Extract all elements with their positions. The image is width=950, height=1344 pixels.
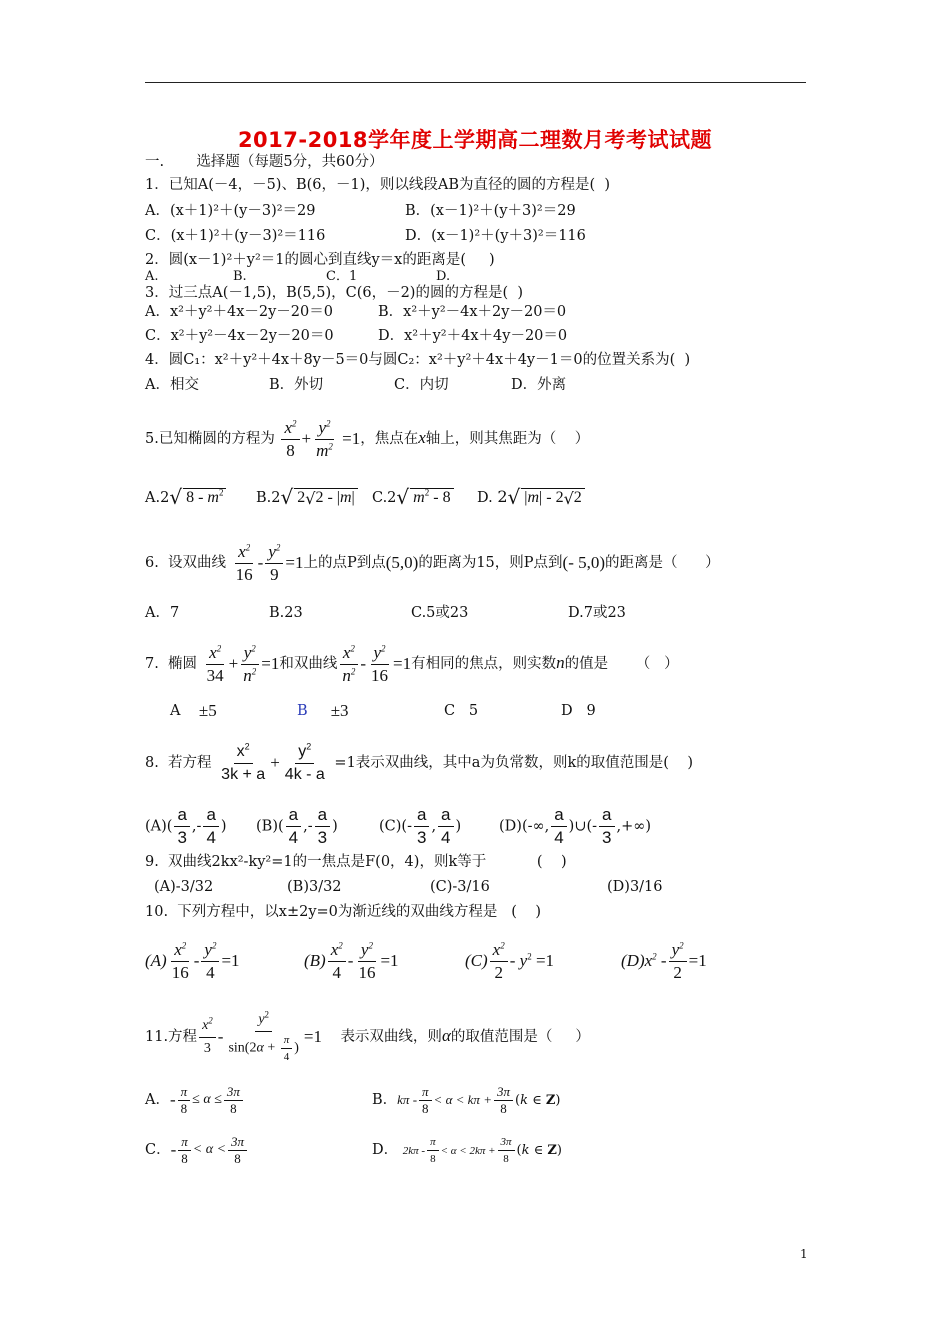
q10-b-frac2: $\frac{y^2}{16}$ — [358, 939, 376, 982]
q3-option-b: B．x²＋y²－4x＋2y－20＝0 — [378, 304, 567, 320]
q11-c-frac2: $\frac{3\pi}{8}$ — [228, 1134, 247, 1167]
q2-option-c: C．1 — [326, 269, 358, 284]
q5-stem: 5.已知椭圆的方程为 $\frac{x^2}{8}$ + $\frac{y^2}{m^2}$ =1，焦点在x轴上，则其焦距为（ ） — [145, 417, 590, 460]
q11-option-a-label: A． — [145, 1092, 170, 1108]
q7-fraction-4: $\frac{y^2}{16}$ — [371, 642, 389, 685]
q6-point-1: (5,0) — [385, 553, 419, 572]
q10-option-c: (C) $\frac{x^2}{2}$ - $y^2 =1$ — [465, 939, 555, 982]
q3-stem: 3．过三点A(－1,5)，B(5,5)，C(6，－2)的圆的方程是( ) — [145, 285, 523, 301]
q11-fraction-2: $y^2$ sin(2α + $\frac{\pi}{4}$ ) — [228, 1009, 299, 1063]
q11-mid: 表示双曲线，则 — [340, 1029, 442, 1045]
q5-fraction-2: $\frac{y^2}{m^2}$ — [316, 417, 333, 460]
q8-fraction-1: $\frac{x^2}{3k + a}$ — [221, 741, 266, 783]
q8-d-frac2: $\frac{a}{3}$ — [599, 804, 614, 849]
q1-option-d: D．(x－1)²＋(y＋3)²＝116 — [405, 228, 586, 244]
q10-stem: 10. 下列方程中，以x±2y=0为渐近线的双曲线方程是 ( ) — [145, 904, 541, 920]
q4-option-b: B．外切 — [269, 377, 324, 393]
q8-prefix: 8. 若方程 — [145, 755, 212, 771]
q6-mid2: 的距离为15，则P点到 — [418, 555, 563, 571]
q10-b-frac1: $\frac{x^2}{4}$ — [328, 939, 346, 984]
q7-fraction-1: $\frac{x^2}{34}$ — [206, 642, 224, 685]
q11-prefix: 11.方程 — [145, 1029, 198, 1045]
q6-prefix: 6. 设双曲线 — [145, 555, 227, 571]
q7-var: n — [556, 653, 565, 672]
q5-suffix: 轴上，则其焦距为（ ） — [425, 431, 590, 447]
q5-option-a-label: A.2 — [145, 490, 170, 506]
q8-option-a: (A)( $\frac{a}{3}$ ,- $\frac{a}{4}$ ) — [145, 805, 227, 847]
q5-prefix: 5.已知椭圆的方程为 — [145, 431, 275, 447]
q5-fraction-1: $\frac{x^2}{8}$ — [281, 417, 299, 462]
q1-stem: 1．已知A(－4，－5)、B(6，－1)，则以线段AB为直径的圆的方程是( ) — [145, 177, 611, 193]
q8-stem: 8. 若方程 $\frac{x^2}{3k + a}$ + $\frac{y^2}{4k - a}$ =1表示双曲线，其中a为负常数，则k的取值范围是( ) — [145, 738, 693, 788]
q5-option-c-label: C.2 — [372, 490, 397, 506]
q8-a-frac2: $\frac{a}{4}$ — [203, 804, 218, 849]
q1-option-c: C．(x＋1)²＋(y－3)²＝116 — [145, 228, 326, 244]
q11-suffix: 的取值范围是（ ） — [450, 1029, 590, 1045]
q7-option-a-label: A — [170, 703, 181, 719]
q10-option-b-label: (B) — [304, 951, 326, 970]
q5-var: x — [418, 428, 426, 447]
q10-a-frac1: $\frac{x^2}{16}$ — [171, 939, 189, 982]
q8-option-c: (C)(- $\frac{a}{3}$ , $\frac{a}{4}$ ) — [379, 805, 462, 847]
q11-option-c: C．- $\frac{\pi}{8}$ < α < $\frac{3\pi}{8}$ — [145, 1130, 249, 1170]
q10-d-frac1: $\frac{y^2}{2}$ — [669, 939, 687, 984]
q5-option-b-label: B.2 — [256, 490, 281, 506]
q4-option-d: D．外离 — [511, 377, 567, 393]
q10-option-c-label: (C) — [465, 951, 488, 970]
q8-b-frac1: $\frac{a}{4}$ — [286, 804, 301, 849]
q11-option-d: D． 2kπ - $\frac{\pi}{8}$ < α < 2kπ + $\frac{3\pi}{8}$ (k ∈ Z) — [372, 1135, 562, 1165]
q11-c-frac1: $\frac{\pi}{8}$ — [178, 1134, 191, 1167]
q5-option-d: D. 2√ |m| - 2√2 — [477, 488, 585, 508]
q7-suffix: 的值是 （ ） — [564, 656, 679, 672]
q7-option-d: D 9 — [561, 703, 596, 719]
q10-option-b: (B) $\frac{x^2}{4}$ - $\frac{y^2}{16}$ =1 — [304, 939, 399, 982]
page-title: 2017-2018学年度上学期高二理数月考考试试题 — [237, 128, 713, 152]
q3-option-d: D．x²＋y²＋4x＋4y－20＝0 — [378, 328, 568, 344]
q11-option-b: B．kπ - $\frac{\pi}{8}$ < α < kπ + $\frac{3\pi}{8}$ (k ∈ Z) — [372, 1083, 561, 1116]
q6-option-a: A．7 — [145, 605, 180, 621]
q3-option-c: C．x²＋y²－4x－2y－20＝0 — [145, 328, 334, 344]
q5-mid: ，焦点在 — [360, 431, 419, 447]
q4-option-c: C．内切 — [394, 377, 449, 393]
q8-option-d-label: (D)(-∞, — [499, 818, 550, 835]
q9-option-a: (A)-3/32 — [154, 879, 214, 895]
q6-stem: 6. 设双曲线 $\frac{x^2}{16}$ - $\frac{y^2}{9}$ =1上的点P到点(5,0)的距离为15，则P点到(- 5,0)的距离是（ ） — [145, 541, 720, 584]
q7-fraction-2: $\frac{y^2}{n^2}$ — [240, 642, 259, 687]
q11-d-frac1: $\frac{\pi}{8}$ — [427, 1134, 439, 1167]
q11-option-b-label: B． — [372, 1092, 398, 1108]
q9-option-c: (C)-3/16 — [430, 879, 490, 895]
q8-option-a-label: (A)( — [145, 818, 173, 835]
q11-option-c-label: C． — [145, 1142, 171, 1158]
q6-fraction-1: $\frac{x^2}{16}$ — [235, 541, 253, 584]
q6-point-2: (- 5,0) — [562, 553, 606, 572]
q8-option-c-label: (C)(- — [379, 818, 412, 835]
q10-option-a: (A) $\frac{x^2}{16}$ - $\frac{y^2}{4}$ =1 — [145, 939, 240, 982]
q7-option-b-value: ±3 — [330, 701, 349, 720]
q11-b-frac1: $\frac{\pi}{8}$ — [419, 1084, 432, 1117]
q8-b-frac2: $\frac{a}{3}$ — [315, 804, 330, 849]
q10-option-a-label: (A) — [145, 951, 167, 970]
q7-mid2: 有相同的焦点，则实数 — [411, 656, 557, 672]
q1-option-b: B．(x－1)²＋(y＋3)²＝29 — [405, 203, 576, 219]
q7-option-a — [170, 702, 217, 720]
q8-fraction-2: $\frac{y^2}{4k - a}$ — [284, 741, 325, 783]
q5-option-c: C.2√ $m^2 - 8$ — [372, 488, 454, 507]
q8-a-frac1: $\frac{a}{3}$ — [174, 804, 189, 849]
q10-c-frac1: $\frac{x^2}{2}$ — [490, 939, 508, 984]
q7-option-b-label: B — [297, 703, 308, 719]
q10-a-frac2: $\frac{y^2}{4}$ — [201, 939, 219, 984]
q7-prefix: 7. 椭圆 — [145, 656, 198, 672]
q5-option-d-label: D. — [477, 490, 493, 506]
q8-option-d: (D)(-∞, $\frac{a}{4}$ )∪(- $\frac{a}{3}$ ,+∞) — [499, 805, 651, 847]
q11-var: α — [441, 1026, 451, 1045]
q6-option-d: D.7或23 — [568, 605, 626, 621]
q3-option-a: A．x²＋y²＋4x－2y－20＝0 — [145, 304, 333, 320]
q6-fraction-2: $\frac{y^2}{9}$ — [265, 541, 283, 586]
q8-c-frac1: $\frac{a}{3}$ — [414, 804, 429, 849]
q8-c-frac2: $\frac{a}{4}$ — [438, 804, 453, 849]
q11-d-frac2: $\frac{3\pi}{8}$ — [498, 1134, 515, 1167]
q7-mid: 和双曲线 — [279, 656, 338, 672]
q5-option-b: B.2√ 2√2 - |m| — [256, 488, 358, 508]
q11-option-d-label: D． — [372, 1142, 399, 1158]
q1-option-a: A．(x＋1)²＋(y－3)²＝29 — [145, 203, 316, 219]
q10-option-d-label: (D) — [621, 951, 645, 970]
q6-suffix: 的距离是（ ） — [605, 555, 720, 571]
header-rule — [145, 82, 806, 83]
q11-a-frac1: $\frac{\pi}{8}$ — [178, 1084, 191, 1117]
q11-fraction-1: $\frac{x^2}{3}$ — [199, 1015, 216, 1060]
q7-stem: 7. 椭圆 $\frac{x^2}{34}$ + $\frac{y^2}{n^2}$ =1和双曲线 $\frac{x^2}{n^2}$ - $\frac{y^2}{16}$ =1有相同的焦点，则实数n的值是 （ ） — [145, 642, 679, 685]
q8-option-b: (B)( $\frac{a}{4}$ ,- $\frac{a}{3}$ ) — [256, 805, 338, 847]
q7-option-a-value: ±5 — [198, 701, 217, 720]
q2-option-a: A. — [145, 269, 159, 284]
q11-b-frac2: $\frac{3\pi}{8}$ — [494, 1084, 513, 1117]
q8-suffix: =1表示双曲线，其中a为负常数，则k的取值范围是( ) — [334, 755, 693, 771]
q4-option-a: A．相交 — [145, 377, 199, 393]
q6-option-c: C.5或23 — [411, 605, 469, 621]
q2-option-d: D. — [436, 269, 451, 284]
q8-option-b-label: (B)( — [256, 818, 284, 835]
q5-option-a: A.2√ $8 - m^2$ — [145, 488, 226, 507]
q10-option-d: $(D)x^2$ - $\frac{y^2}{2}$ =1 — [621, 939, 707, 982]
q8-d-frac1: $\frac{a}{4}$ — [551, 804, 566, 849]
q2-stem: 2．圆(x－1)²＋y²＝1的圆心到直线y＝x的距离是( ) — [145, 252, 495, 268]
q6-mid: 上的点P到点 — [303, 555, 386, 571]
q2-option-b: B. — [233, 269, 247, 284]
q9-option-d: (D)3/16 — [607, 879, 663, 895]
q7-option-c: C 5 — [444, 703, 479, 719]
q4-stem: 4．圆C₁：x²＋y²＋4x＋8y－5＝0与圆C₂：x²＋y²＋4x＋4y－1＝0的位置关系为( ) — [145, 352, 691, 368]
q9-option-b: (B)3/32 — [287, 879, 342, 895]
section-heading: 一. 选择题（每题5分，共60分） — [145, 154, 384, 170]
q6-option-b: B.23 — [269, 605, 303, 621]
q11-option-a: A．- $\frac{\pi}{8}$ ≤ α ≤ $\frac{3\pi}{8}$ — [145, 1080, 245, 1120]
q9-stem: 9. 双曲线2kx²-ky²=1的一焦点是F(0，4)，则k等于 ( ) — [145, 854, 567, 870]
q11-a-frac2: $\frac{3\pi}{8}$ — [224, 1084, 243, 1117]
q7-fraction-3: $\frac{x^2}{n^2}$ — [339, 642, 358, 687]
q11-stem: 11.方程 $\frac{x^2}{3}$ - $y^2$ sin(2α + $\frac{\pi}{4}$ ) =1 表示双曲线，则α的取值范围是（ ） — [145, 1009, 590, 1063]
page-number: 1 — [800, 1247, 808, 1261]
q7-option-b — [297, 702, 349, 720]
